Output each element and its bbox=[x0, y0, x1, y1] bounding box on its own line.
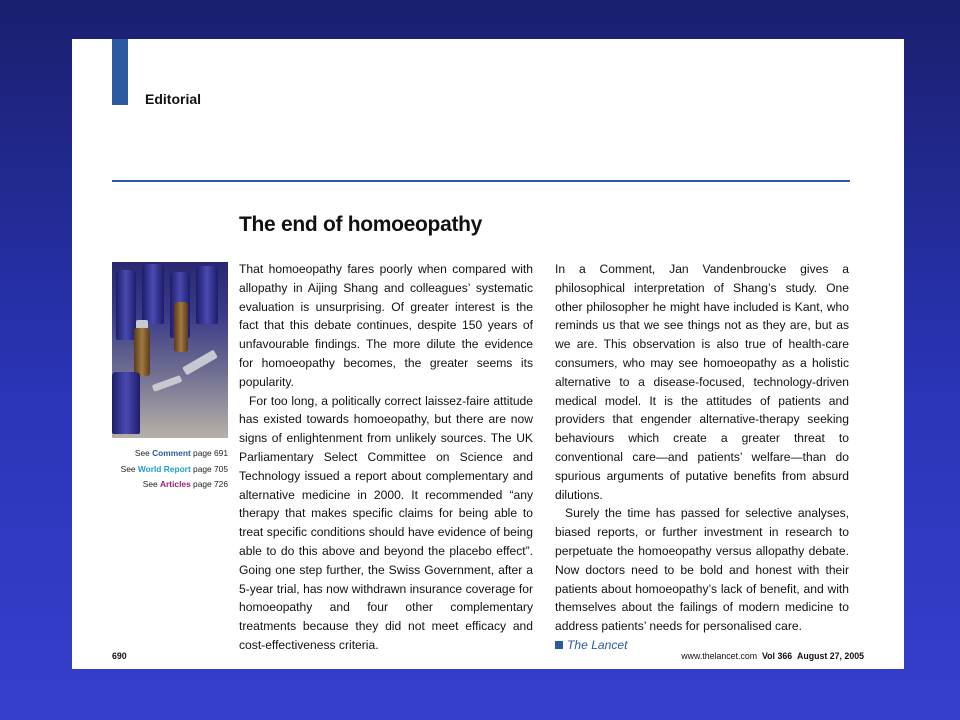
page-number: 690 bbox=[112, 651, 127, 661]
body-column-left bbox=[239, 260, 533, 655]
signature: The Lancet bbox=[555, 636, 849, 655]
paragraph: In a Comment, Jan Vandenbroucke gives a philosophical interpretation of Shang’s study. One other philosopher he might have included is Kant, who reminds us that we see things not as they are, but as we are. This observation is also true of health-care consumers, who may see homoeopathy as a holistic alternative to a disease-focused, technology-driven medical model. It is the attitudes of patients and providers that engender alternative-therapy seeking behaviours which create a greater threat to conventional care—and patients’ welfare—than do spurious arguments of putative benefits from absurd dilutions. bbox=[555, 262, 849, 502]
see-also-item[interactable]: See World Report page 705 bbox=[120, 463, 228, 474]
bottles-photo bbox=[112, 262, 228, 438]
paragraph: For too long, a politically correct laissez-faire attitude has existed towards homoeopathy, but there are now signs of enlightenment from unlikely sources. The UK Parliamentary Select Committee on Science and Technology issued a report about complementary and alternative medicine in 2000. It recommended “any therapy that makes specific claims for being able to treat specific conditions should have evidence of being able to do this above and beyond the placebo effect”. Going one step further, the Swiss Government, after a 5-year trial, has now withdrawn insurance coverage for homoeopathy and four other complementary treatments because they did not meet efficacy and cost-effectiveness criteria. bbox=[239, 393, 533, 652]
paragraph: That homoeopathy fares poorly when compared with allopathy in Aijing Shang and colleagues’ systematic evaluation is unsurprising. Of greater interest is the fact that this debate continues, despite 150 years of unfavourable findings. The more dilute the evidence for homoeopathy becomes, the greater seems its popularity. bbox=[239, 262, 533, 389]
articles-link[interactable]: Articles bbox=[160, 479, 191, 489]
footer bbox=[681, 651, 864, 661]
world-report-link[interactable]: World Report bbox=[137, 463, 191, 474]
square-icon bbox=[555, 641, 563, 649]
see-also-item[interactable]: See Comment page 691 bbox=[134, 448, 228, 458]
site-url[interactable]: www.thelancet.com bbox=[681, 651, 758, 661]
body-column-right bbox=[555, 260, 849, 655]
see-also-links bbox=[92, 446, 228, 493]
header-rule bbox=[112, 180, 850, 182]
see-also-item[interactable]: See Articles page 726 bbox=[142, 479, 228, 489]
volume: Vol 366 bbox=[761, 651, 793, 661]
section-accent-bar bbox=[112, 39, 128, 105]
comment-link[interactable]: Comment bbox=[152, 448, 191, 458]
paragraph: Surely the time has passed for selective analyses, biased reports, or further investment in research to perpetuate the homoeopathy versus allopathy debate. Now doctors need to be bold and honest with their patients about homoeopathy’s lack of benefit, and with themselves about the failings of modern medicine to address patients’ needs for personalised care. bbox=[555, 506, 849, 634]
section-label: Editorial bbox=[145, 91, 202, 107]
issue-date: August 27, 2005 bbox=[797, 651, 864, 661]
journal-page bbox=[72, 39, 904, 669]
article-title: The end of homoeopathy bbox=[239, 213, 483, 236]
